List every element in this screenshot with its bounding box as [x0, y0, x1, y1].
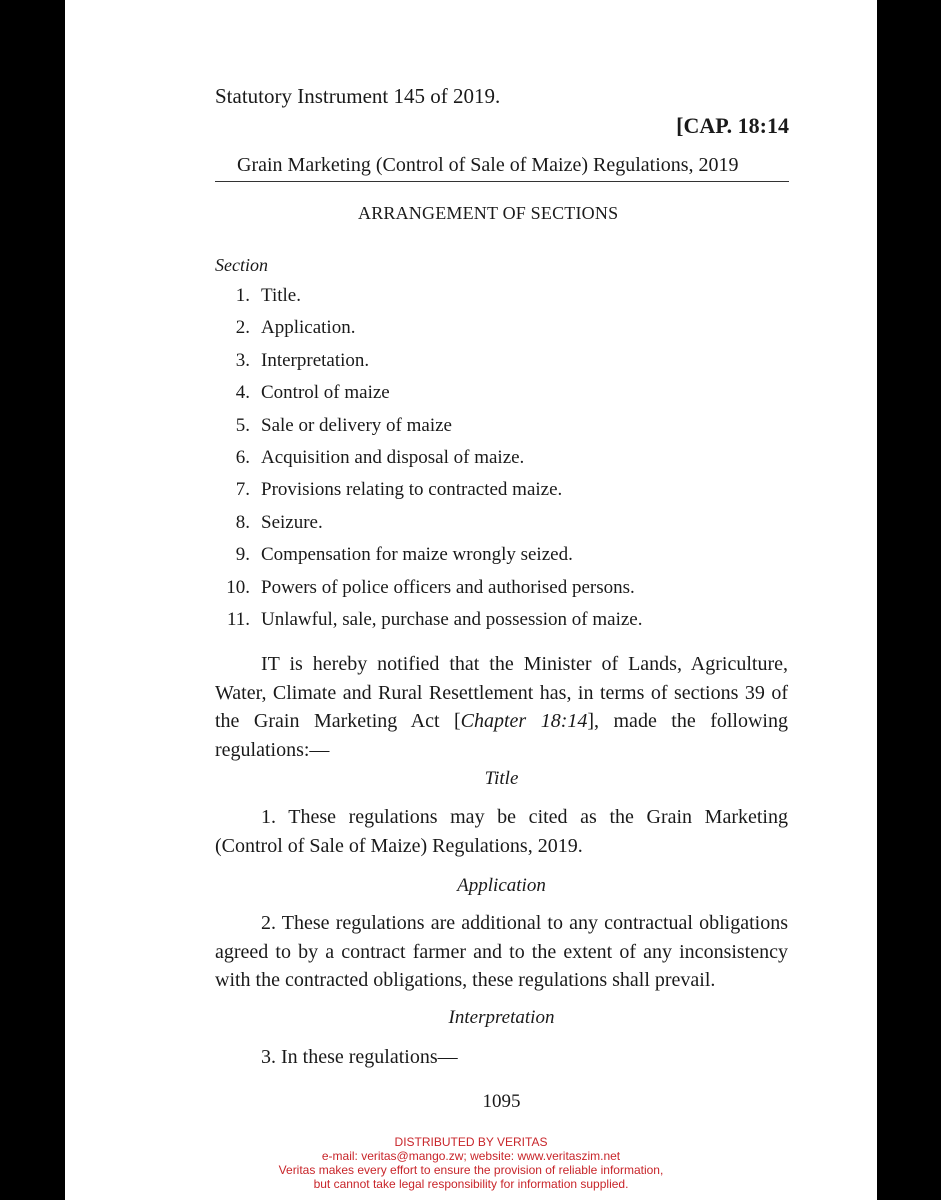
footer-disclaimer-2: but cannot take legal responsibility for information supplied.	[313, 1177, 629, 1191]
footer-contact: e-mail: veritas@mango.zw; website: www.veritaszim.net	[321, 1149, 621, 1163]
regulations-title: Grain Marketing (Control of Sale of Maize) Regulations, 2019	[237, 154, 739, 176]
title-paragraph: 1. These regulations may be cited as the Grain Marketing (Control of Sale of Maize) Regulations, 2019.	[215, 806, 788, 857]
application-heading: Application	[457, 875, 546, 896]
list-item	[215, 316, 642, 348]
list-item	[215, 608, 642, 640]
list-item	[215, 511, 642, 543]
section-number: 3.	[235, 349, 250, 371]
section-label: Provisions relating to contracted maize.	[261, 479, 563, 501]
section-number: 2.	[235, 317, 250, 339]
section-number: 8.	[235, 511, 250, 533]
list-item	[215, 349, 642, 381]
section-label: Seizure.	[261, 511, 323, 533]
distribution-footer	[65, 1135, 877, 1191]
arrangement-heading: ARRANGEMENT OF SECTIONS	[358, 203, 619, 223]
interpretation-heading: Interpretation	[448, 1007, 555, 1028]
preamble-text-before: IT is hereby notified that the Minister of Lands, Agriculture, Water, Climate and Rural Resettlement has, in terms of sections 39 of the Grain Marketing Act [	[215, 653, 788, 732]
list-item	[215, 381, 642, 413]
instrument-number: Statutory Instrument 145 of 2019.	[215, 84, 501, 108]
list-item	[215, 414, 642, 446]
section-label: Unlawful, sale, purchase and possession of maize.	[261, 608, 643, 630]
section-column-label: Section	[215, 255, 268, 275]
section-label: Acquisition and disposal of maize.	[261, 446, 525, 468]
section-label: Application.	[261, 317, 356, 339]
list-item	[215, 543, 642, 575]
page-number: 1095	[482, 1091, 521, 1112]
interpretation-paragraph: 3. In these regulations—	[261, 1046, 458, 1068]
section-label: Compensation for maize wrongly seized.	[261, 544, 573, 566]
section-number: 10.	[226, 576, 250, 598]
section-number: 7.	[235, 479, 250, 501]
list-item	[215, 576, 642, 608]
list-item	[215, 446, 642, 478]
list-item	[215, 284, 642, 316]
preamble-text-after: ], made the following regulations:—	[215, 710, 788, 761]
section-number: 4.	[235, 382, 250, 404]
section-label: Sale or delivery of maize	[261, 414, 452, 436]
title-heading: Title	[484, 768, 519, 789]
header-divider	[215, 181, 789, 182]
document-page	[65, 0, 877, 1200]
application-paragraph: 2. These regulations are additional to any contractual obligations agreed to by a contract farmer and to the extent of any inconsistency with the contracted obligations, these regulations shall prevail.	[215, 912, 788, 991]
preamble-paragraph	[215, 650, 788, 764]
footer-disclaimer-1: Veritas makes every effort to ensure the provision of reliable information,	[278, 1163, 664, 1177]
section-number: 9.	[235, 544, 250, 566]
list-item	[215, 478, 642, 510]
section-number: 5.	[235, 414, 250, 436]
footer-distributor: DISTRIBUTED BY VERITAS	[394, 1135, 548, 1149]
section-label: Title.	[261, 285, 301, 306]
section-number: 6.	[235, 446, 250, 468]
chapter-reference: [CAP. 18:14	[676, 113, 789, 138]
section-label: Powers of police officers and authorised persons.	[261, 576, 635, 598]
act-reference: Chapter 18:14	[460, 710, 588, 732]
section-label: Control of maize	[261, 382, 390, 404]
section-number: 1.	[235, 285, 250, 306]
section-label: Interpretation.	[261, 349, 370, 371]
sections-list	[215, 284, 642, 640]
section-number: 11.	[226, 608, 250, 630]
